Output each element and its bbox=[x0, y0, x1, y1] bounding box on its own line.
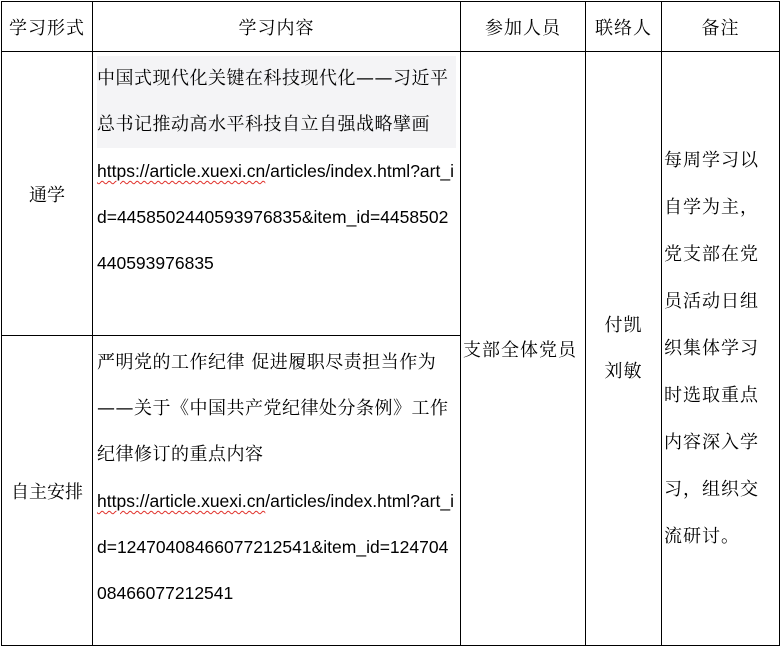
study-content-cell bbox=[93, 336, 461, 646]
header-content: 学习内容 bbox=[93, 2, 461, 52]
contact-name: 付凯 bbox=[604, 314, 643, 336]
header-form: 学习形式 bbox=[2, 2, 93, 52]
header-remarks: 备注 bbox=[662, 2, 780, 52]
remarks-cell: 每周学习以自学为主，党支部在党员活动日组织集体学习时选取重点内容深入学习，组织交流研讨。 bbox=[662, 52, 780, 646]
link-path: /articles/index.html?art_id=12470408466077212541&item_id=12470408466077212541 bbox=[97, 491, 454, 603]
article-link[interactable] bbox=[97, 148, 456, 286]
article-title: 严明党的工作纪律 促进履职尽责担当作为——关于《中国共产党纪律处分条例》工作纪律修订的重点内容 bbox=[97, 352, 449, 465]
link-domain: https://article.xuexi.cn bbox=[97, 491, 266, 511]
table-row bbox=[2, 52, 780, 336]
participants-cell: 支部全体党员 bbox=[461, 52, 586, 646]
article-link[interactable] bbox=[97, 478, 456, 616]
contact-name: 刘敏 bbox=[604, 360, 643, 382]
study-form-cell: 自主安排 bbox=[2, 336, 93, 646]
link-path: /articles/index.html?art_id=4458502440593976835&item_id=4458502440593976835 bbox=[97, 161, 454, 273]
study-form-cell: 通学 bbox=[2, 52, 93, 336]
article-title: 中国式现代化关键在科技现代化——习近平总书记推动高水平科技自立自强战略擘画 bbox=[97, 56, 456, 148]
header-participants: 参加人员 bbox=[461, 2, 586, 52]
contacts-cell bbox=[586, 52, 662, 646]
link-domain: https://article.xuexi.cn bbox=[97, 161, 266, 181]
study-schedule-table bbox=[1, 1, 780, 646]
header-row bbox=[2, 2, 780, 52]
header-contact: 联络人 bbox=[586, 2, 662, 52]
study-content-cell bbox=[93, 52, 461, 336]
